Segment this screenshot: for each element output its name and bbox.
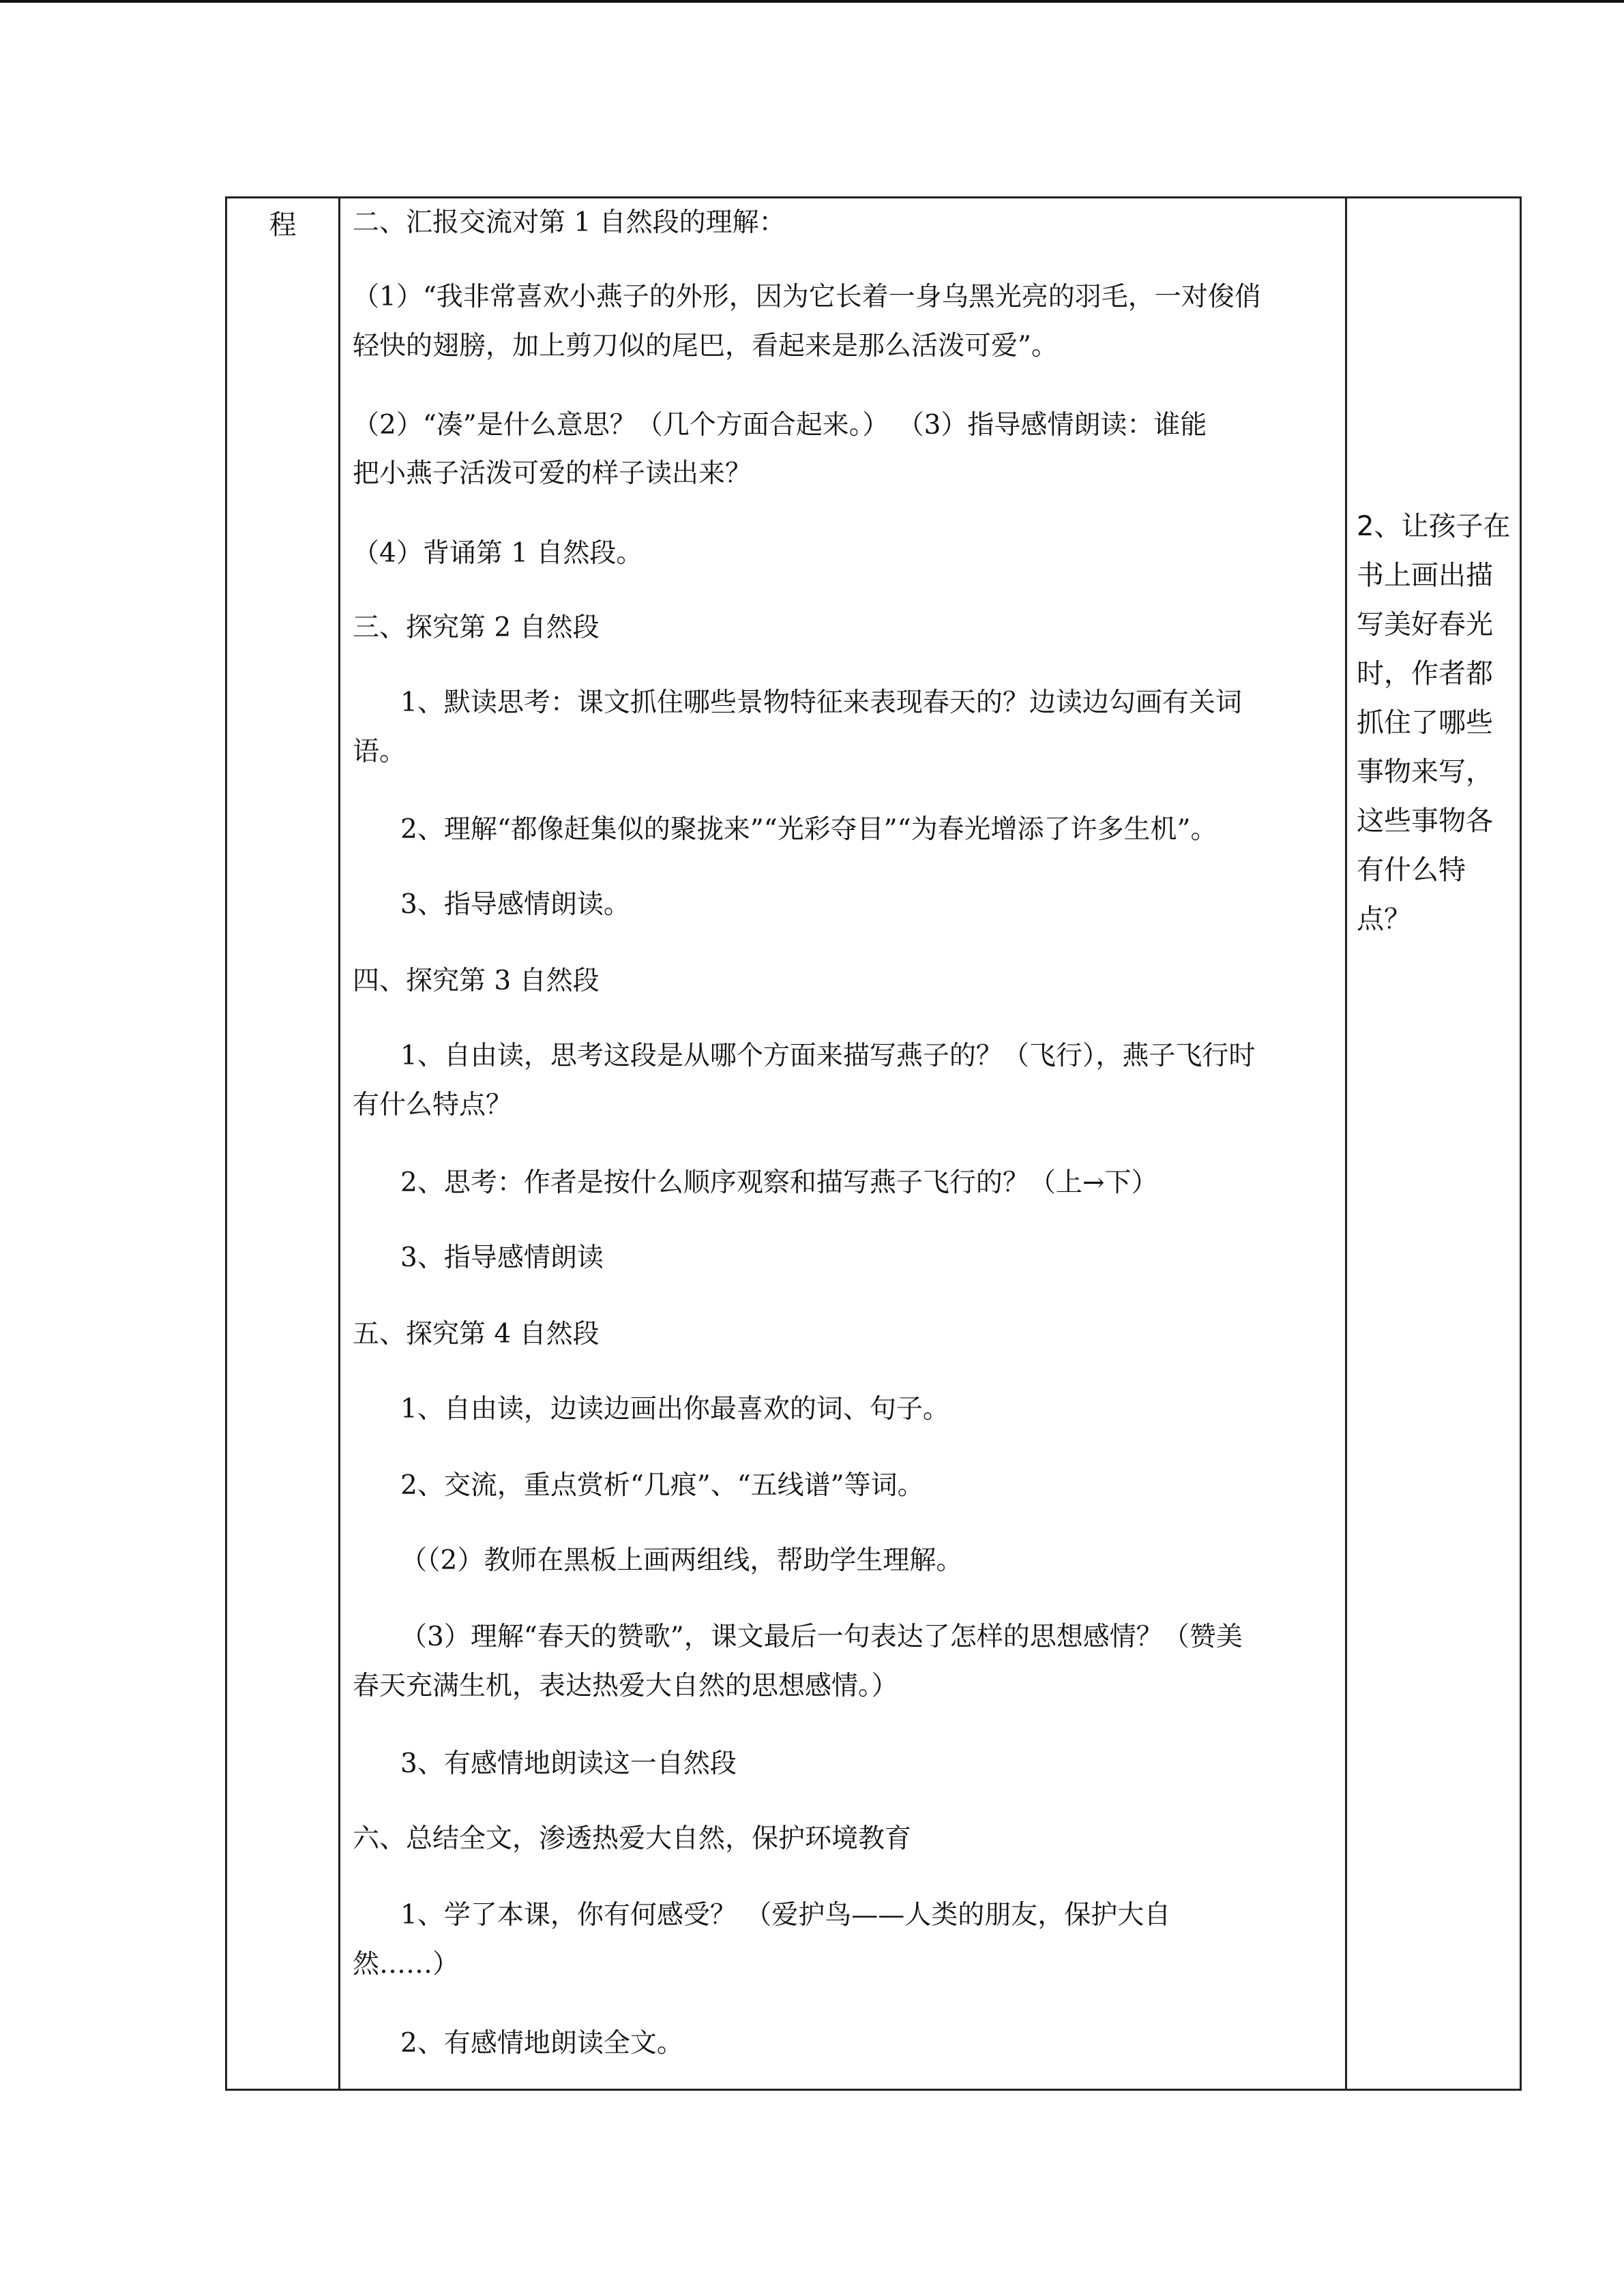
table-row [226,198,1521,2090]
paragraph-line: 2、思考：作者是按什么顺序观察和描写燕子飞行的？（上→下） [400,1167,1158,1198]
paragraph-line: （1）“我非常喜欢小燕子的外形，因为它长着一身乌黑光亮的羽毛，一对俊俏 [353,282,1261,312]
paragraph-line: 3、有感情地朗读这一自然段 [400,1748,737,1779]
paragraph-line: （4）背诵第 1 自然段。 [353,538,643,569]
paragraph-line: 有什么特点？ [353,1090,513,1120]
paragraph-line: 1、自由读，思考这段是从哪个方面来描写燕子的？（飞行），燕子飞行时 [400,1041,1256,1071]
paragraph-line: （（2）教师在黑板上画两组线，帮助学生理解。 [400,1545,963,1576]
label-cell [226,198,340,2090]
paragraph-line: 2、有感情地朗读全文。 [400,2028,683,2059]
heading-3: 三、探究第 2 自然段 [353,612,600,643]
paragraph-line: 3、指导感情朗读。 [400,889,630,920]
paragraph-line: 1、自由读，边读边画出你最喜欢的词、句子。 [400,1394,949,1425]
paragraph-line: 2、交流，重点赏析“几痕”、“五线谱”等词。 [400,1470,924,1501]
heading-6: 六、总结全文，渗透热爱大自然，保护环境教育 [353,1823,912,1854]
top-border-line [0,0,1624,3]
heading-5: 五、探究第 4 自然段 [353,1319,600,1350]
heading-4: 四、探究第 3 自然段 [353,966,600,996]
heading-2: 二、汇报交流对第 1 自然段的理解： [353,207,786,238]
paragraph-line: 2、理解“都像赶集似的聚拢来”“光彩夺目”“为春光增添了许多生机”。 [400,814,1217,845]
paragraph-line: 1、默读思考：课文抓住哪些景物特征来表现春天的？边读边勾画有关词 [400,687,1242,718]
paragraph-line: （2）“凑”是什么意思？（几个方面合起来。） （3）指导感情朗读：谁能 [353,410,1207,441]
paragraph-line: 春天充满生机，表达热爱大自然的思想感情。） [353,1671,898,1701]
side-note: 2、让孩子在书上画出描写美好春光时，作者都抓住了哪些事物来写，这些事物各有什么特点？ [1357,511,1511,935]
paragraph-line: 把小燕子活泼可爱的样子读出来？ [353,458,752,489]
paragraph-line: 轻快的翅膀，加上剪刀似的尾巴，看起来是那么活泼可爱”。 [353,331,1058,361]
section-label: 程 [269,209,297,241]
paragraph-line: 语。 [353,736,407,767]
paragraph-line: 3、指导感情朗读 [400,1242,604,1273]
paragraph-line: 然……） [353,1949,460,1980]
paragraph-line: （3）理解“春天的赞歌”，课文最后一句表达了怎样的思想感情？（赞美 [400,1622,1243,1652]
note-cell [1346,198,1521,2090]
content-cell [340,198,1346,2090]
paragraph-line: 1、学了本课，你有何感受？ （爱护鸟——人类的朋友，保护大自 [400,1900,1171,1930]
lesson-plan-table [225,196,1522,2091]
